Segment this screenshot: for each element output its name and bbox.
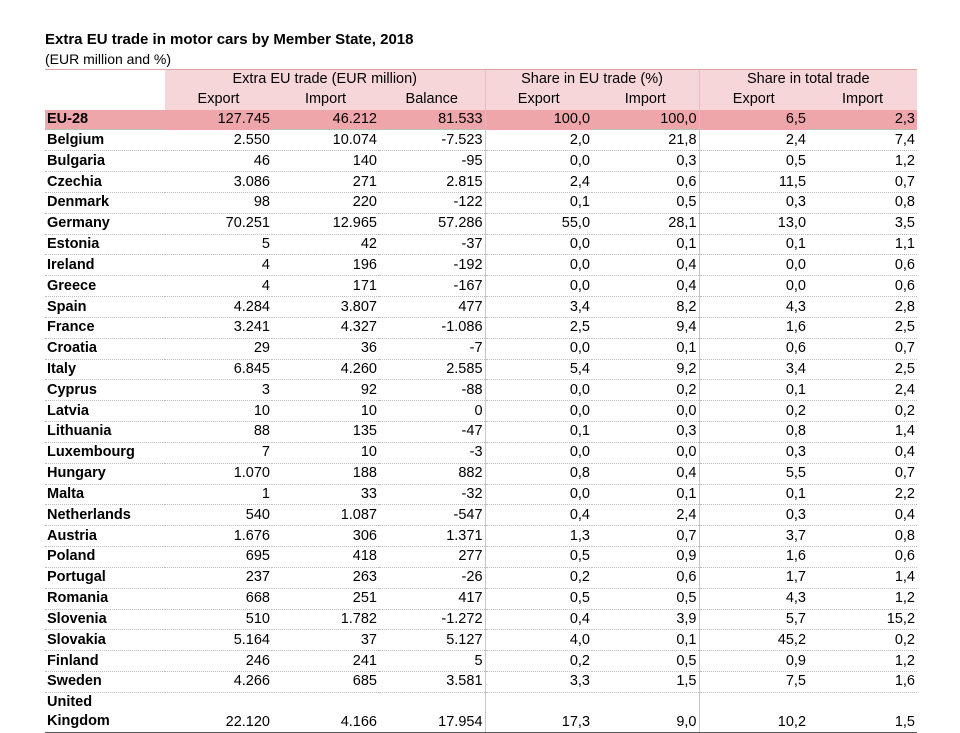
table-cell: 0,5	[485, 588, 592, 609]
table-cell: 2,4	[592, 505, 699, 526]
row-label: Slovenia	[45, 609, 165, 630]
table-cell: 9,2	[592, 359, 699, 380]
table-cell: 8,2	[592, 297, 699, 318]
table-row	[45, 692, 917, 732]
table-cell: 0,3	[699, 505, 808, 526]
table-title: Extra EU trade in motor cars by Member State, 2018	[45, 31, 414, 48]
table-cell: 2,4	[699, 130, 808, 151]
table-cell: 0,2	[699, 401, 808, 422]
table-cell: 3,7	[699, 526, 808, 547]
table-cell: 0,1	[699, 380, 808, 401]
row-label: Latvia	[45, 401, 165, 422]
table-cell: 37	[272, 630, 379, 651]
table-cell: 3,9	[592, 609, 699, 630]
table-cell: 306	[272, 526, 379, 547]
table-cell: 4,3	[699, 588, 808, 609]
table-cell: 2,3	[808, 110, 917, 130]
table-row	[45, 401, 917, 422]
table-row	[45, 505, 917, 526]
table-cell: 2.815	[379, 172, 485, 193]
table-cell: 0,7	[808, 172, 917, 193]
table-cell: 2.550	[165, 130, 272, 151]
table-cell: 1,2	[808, 151, 917, 172]
row-label: Sweden	[45, 672, 165, 693]
table-cell: 55,0	[485, 213, 592, 234]
col-header: Balance	[379, 90, 485, 110]
table-cell: 477	[379, 297, 485, 318]
table-row	[45, 484, 917, 505]
table-cell: 0,2	[808, 401, 917, 422]
table-cell: 271	[272, 172, 379, 193]
table-cell: 1.676	[165, 526, 272, 547]
table-cell: 9,0	[592, 692, 699, 732]
table-cell: 36	[272, 338, 379, 359]
table-cell: 9,4	[592, 317, 699, 338]
table-row	[45, 172, 917, 193]
table-cell: 0,0	[485, 484, 592, 505]
table-cell: 7	[165, 442, 272, 463]
table-cell: 70.251	[165, 213, 272, 234]
table-row	[45, 651, 917, 672]
table-cell: 28,1	[592, 213, 699, 234]
table-row-eu28	[45, 110, 917, 130]
table-cell: 4.284	[165, 297, 272, 318]
table-cell: 5,5	[699, 463, 808, 484]
table-cell: 92	[272, 380, 379, 401]
col-header: Import	[592, 90, 699, 110]
table-cell: 3.086	[165, 172, 272, 193]
table-cell: 3.807	[272, 297, 379, 318]
row-label: Portugal	[45, 567, 165, 588]
table-cell: 417	[379, 588, 485, 609]
table-cell: 0,2	[592, 380, 699, 401]
table-cell: 100,0	[592, 110, 699, 130]
table-cell: 22.120	[165, 692, 272, 732]
table-row	[45, 547, 917, 568]
table-cell: 0,1	[592, 484, 699, 505]
table-cell: 0,6	[592, 567, 699, 588]
col-header: Export	[485, 90, 592, 110]
table-cell: 1.087	[272, 505, 379, 526]
table-row	[45, 609, 917, 630]
table-cell: 4,3	[699, 297, 808, 318]
table-cell: 0,1	[485, 422, 592, 443]
table-cell: 241	[272, 651, 379, 672]
table-cell: 3.241	[165, 317, 272, 338]
row-label: Bulgaria	[45, 151, 165, 172]
table-cell: 17,3	[485, 692, 592, 732]
row-label-line: Kingdom	[47, 713, 110, 730]
group-header-extra-eu-trade: Extra EU trade (EUR million)	[165, 70, 485, 90]
table-cell: 0,4	[592, 276, 699, 297]
table-cell: 3,3	[485, 672, 592, 693]
table-row	[45, 234, 917, 255]
table-cell: 0,6	[808, 255, 917, 276]
table-cell: 42	[272, 234, 379, 255]
table-cell: 263	[272, 567, 379, 588]
table-cell: 188	[272, 463, 379, 484]
row-label: Cyprus	[45, 380, 165, 401]
table-cell: 4	[165, 255, 272, 276]
table-cell: 0,0	[699, 255, 808, 276]
table-row	[45, 297, 917, 318]
table-cell: 57.286	[379, 213, 485, 234]
table-cell: 4	[165, 276, 272, 297]
row-label: Italy	[45, 359, 165, 380]
col-header: Export	[165, 90, 272, 110]
table-cell: 0,4	[592, 463, 699, 484]
table-cell: 2,5	[808, 317, 917, 338]
table-cell: 196	[272, 255, 379, 276]
table-cell: 4.327	[272, 317, 379, 338]
table-cell: 10	[272, 401, 379, 422]
table-subtitle: (EUR million and %)	[45, 51, 172, 67]
table-cell: 251	[272, 588, 379, 609]
table-row	[45, 567, 917, 588]
table-cell: 4.166	[272, 692, 379, 732]
table-row	[45, 442, 917, 463]
row-label: Lithuania	[45, 422, 165, 443]
table-cell: 2,4	[808, 380, 917, 401]
table-cell: 13,0	[699, 213, 808, 234]
table-cell: 4.260	[272, 359, 379, 380]
table-cell: 0,3	[699, 442, 808, 463]
table-cell: 12.965	[272, 213, 379, 234]
table-cell: -3	[379, 442, 485, 463]
table-cell: 10	[165, 401, 272, 422]
row-label: Luxembourg	[45, 442, 165, 463]
table-cell: 0,5	[592, 588, 699, 609]
table-cell: -26	[379, 567, 485, 588]
table-cell: 695	[165, 547, 272, 568]
table-row	[45, 192, 917, 213]
table-cell: 7,4	[808, 130, 917, 151]
table-body	[45, 110, 917, 733]
table-cell: 5	[379, 651, 485, 672]
table-cell: 0,2	[485, 651, 592, 672]
table-cell: 2,5	[485, 317, 592, 338]
table-cell: 100,0	[485, 110, 592, 130]
table-cell: -7.523	[379, 130, 485, 151]
table-cell: 1.782	[272, 609, 379, 630]
group-header-share-total-trade: Share in total trade	[699, 70, 917, 90]
table-cell: 418	[272, 547, 379, 568]
table-cell: 2.585	[379, 359, 485, 380]
table-cell: 45,2	[699, 630, 808, 651]
row-label: Greece	[45, 276, 165, 297]
table-row	[45, 130, 917, 151]
table-cell: -32	[379, 484, 485, 505]
row-label: Netherlands	[45, 505, 165, 526]
table-cell: 510	[165, 609, 272, 630]
table-cell: 171	[272, 276, 379, 297]
table-row	[45, 463, 917, 484]
table-cell: 0,7	[592, 526, 699, 547]
table-cell: 1.371	[379, 526, 485, 547]
row-label: Spain	[45, 297, 165, 318]
table-cell: 6.845	[165, 359, 272, 380]
table-cell: 98	[165, 192, 272, 213]
table-cell: 88	[165, 422, 272, 443]
table-cell: 5	[165, 234, 272, 255]
table-cell: 237	[165, 567, 272, 588]
table-cell: 21,8	[592, 130, 699, 151]
table-cell: 10	[272, 442, 379, 463]
table-cell: 0,0	[485, 255, 592, 276]
table-cell: 0,4	[485, 609, 592, 630]
col-header: Import	[272, 90, 379, 110]
table-cell: 0,1	[592, 234, 699, 255]
table-cell: 33	[272, 484, 379, 505]
table-cell: 3,4	[699, 359, 808, 380]
table-cell: 1,5	[592, 672, 699, 693]
table-cell: 3.581	[379, 672, 485, 693]
table-cell: 0,6	[699, 338, 808, 359]
table-cell: 2,5	[808, 359, 917, 380]
row-label: Slovakia	[45, 630, 165, 651]
table-cell: 1,1	[808, 234, 917, 255]
table-cell: 0,9	[699, 651, 808, 672]
table-cell: -1.272	[379, 609, 485, 630]
header-group-row	[45, 70, 917, 90]
table-cell: -37	[379, 234, 485, 255]
table-cell: 246	[165, 651, 272, 672]
table-cell: 0,8	[808, 526, 917, 547]
table-cell: 0,5	[485, 547, 592, 568]
table-cell: 127.745	[165, 110, 272, 130]
table-cell: 1,7	[699, 567, 808, 588]
table-cell: 0,7	[808, 463, 917, 484]
table-cell: -47	[379, 422, 485, 443]
table-cell: 46.212	[272, 110, 379, 130]
row-label: Croatia	[45, 338, 165, 359]
table-cell: 0,5	[592, 192, 699, 213]
table-cell: 0,7	[808, 338, 917, 359]
table-cell: 3,5	[808, 213, 917, 234]
table-cell: 0,3	[592, 151, 699, 172]
table-cell: 0,4	[592, 255, 699, 276]
table-cell: 2,8	[808, 297, 917, 318]
table-cell: 1,6	[699, 317, 808, 338]
table-cell: 1,3	[485, 526, 592, 547]
table-cell: 0,1	[699, 234, 808, 255]
table-cell: -7	[379, 338, 485, 359]
table-cell: 0,0	[699, 276, 808, 297]
table-cell: 0,9	[592, 547, 699, 568]
table-row	[45, 213, 917, 234]
table-cell: 0,0	[485, 442, 592, 463]
table-cell: 0,4	[808, 442, 917, 463]
table-cell: 0,2	[808, 630, 917, 651]
row-label-line: United	[47, 693, 93, 710]
table-cell: 0,1	[592, 630, 699, 651]
table-cell: 0,6	[592, 172, 699, 193]
table-cell: -547	[379, 505, 485, 526]
table-cell: 0,8	[699, 422, 808, 443]
table-row	[45, 588, 917, 609]
table-cell: 0,0	[485, 401, 592, 422]
row-label: Austria	[45, 526, 165, 547]
trade-table	[45, 69, 917, 733]
table-cell: 1,6	[699, 547, 808, 568]
table-cell: 0,0	[592, 442, 699, 463]
table-cell: 5.127	[379, 630, 485, 651]
row-label: EU-28	[45, 110, 165, 130]
table-cell: 3,4	[485, 297, 592, 318]
table-row	[45, 359, 917, 380]
row-label: Malta	[45, 484, 165, 505]
table-row	[45, 630, 917, 651]
table-cell: 2,0	[485, 130, 592, 151]
table-cell: 0,0	[485, 380, 592, 401]
table-cell: 685	[272, 672, 379, 693]
table-cell: 0,6	[808, 276, 917, 297]
table-cell: 0,3	[592, 422, 699, 443]
table-cell: -88	[379, 380, 485, 401]
table-cell: 277	[379, 547, 485, 568]
header-column-row	[45, 90, 917, 110]
table-cell: 140	[272, 151, 379, 172]
table-cell: 1,5	[808, 692, 917, 732]
row-label: Czechia	[45, 172, 165, 193]
table-cell: 0,0	[592, 401, 699, 422]
table-cell: 0,5	[699, 151, 808, 172]
table-cell: 1,2	[808, 651, 917, 672]
table-cell: 17.954	[379, 692, 485, 732]
table-cell: 10.074	[272, 130, 379, 151]
table-cell: 11,5	[699, 172, 808, 193]
table-cell: 0,1	[592, 338, 699, 359]
table-cell: 3	[165, 380, 272, 401]
col-header: Export	[699, 90, 808, 110]
table-cell: 668	[165, 588, 272, 609]
table-cell: 0,0	[485, 276, 592, 297]
table-cell: 1.070	[165, 463, 272, 484]
table-cell: 220	[272, 192, 379, 213]
row-label	[45, 692, 165, 732]
table-row	[45, 672, 917, 693]
table-cell: 0	[379, 401, 485, 422]
table-cell: 7,5	[699, 672, 808, 693]
table-cell: 0,1	[699, 484, 808, 505]
table-cell: 0,8	[808, 192, 917, 213]
table-cell: -192	[379, 255, 485, 276]
table-cell: 0,4	[485, 505, 592, 526]
table-cell: 2,4	[485, 172, 592, 193]
table-cell: 0,0	[485, 151, 592, 172]
table-row	[45, 276, 917, 297]
table-cell: -167	[379, 276, 485, 297]
row-label: Estonia	[45, 234, 165, 255]
table-cell: 0,4	[808, 505, 917, 526]
row-label: Romania	[45, 588, 165, 609]
table-cell: 29	[165, 338, 272, 359]
table-cell: 0,1	[485, 192, 592, 213]
table-cell: 0,0	[485, 338, 592, 359]
table-cell: -1.086	[379, 317, 485, 338]
table-cell: 882	[379, 463, 485, 484]
table-cell: 1,6	[808, 672, 917, 693]
table-cell: 0,8	[485, 463, 592, 484]
table-cell: 4,0	[485, 630, 592, 651]
col-header: Import	[808, 90, 917, 110]
table-cell: 0,0	[485, 234, 592, 255]
row-label: Denmark	[45, 192, 165, 213]
row-label: Hungary	[45, 463, 165, 484]
table-cell: 5,7	[699, 609, 808, 630]
table-cell: 6,5	[699, 110, 808, 130]
table-cell: 0,3	[699, 192, 808, 213]
group-header-share-eu-trade: Share in EU trade (%)	[485, 70, 699, 90]
table-cell: -122	[379, 192, 485, 213]
table-cell: 81.533	[379, 110, 485, 130]
row-label: Germany	[45, 213, 165, 234]
table-row	[45, 338, 917, 359]
table-cell: 135	[272, 422, 379, 443]
table-cell: 15,2	[808, 609, 917, 630]
table-cell: 1	[165, 484, 272, 505]
table-cell: 540	[165, 505, 272, 526]
table-cell: 0,6	[808, 547, 917, 568]
row-label: Finland	[45, 651, 165, 672]
table-row	[45, 255, 917, 276]
table-cell: 1,4	[808, 422, 917, 443]
table-row	[45, 526, 917, 547]
row-label: Ireland	[45, 255, 165, 276]
table-cell: 1,4	[808, 567, 917, 588]
table-container	[45, 30, 917, 733]
table-row	[45, 380, 917, 401]
table-cell: 5,4	[485, 359, 592, 380]
table-row	[45, 151, 917, 172]
table-cell: 0,2	[485, 567, 592, 588]
table-cell: 10,2	[699, 692, 808, 732]
table-row	[45, 317, 917, 338]
table-cell: 46	[165, 151, 272, 172]
table-cell: -95	[379, 151, 485, 172]
table-cell: 1,2	[808, 588, 917, 609]
table-cell: 5.164	[165, 630, 272, 651]
table-cell: 2,2	[808, 484, 917, 505]
row-label: Belgium	[45, 130, 165, 151]
table-cell: 4.266	[165, 672, 272, 693]
table-cell: 0,5	[592, 651, 699, 672]
row-label: France	[45, 317, 165, 338]
row-label: Poland	[45, 547, 165, 568]
table-row	[45, 422, 917, 443]
